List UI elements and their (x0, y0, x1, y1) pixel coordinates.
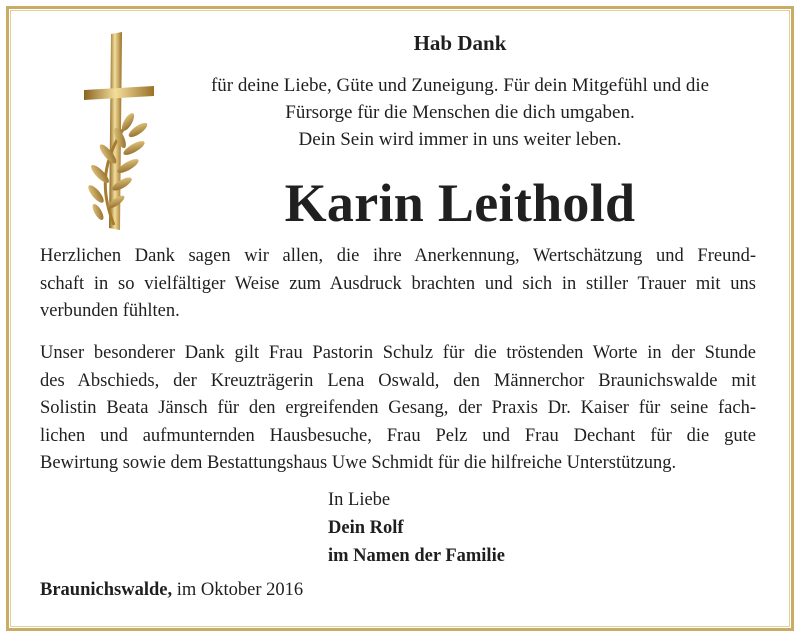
signoff-name: Dein Rolf (328, 518, 404, 538)
signoff-greeting: In Liebe (328, 490, 391, 510)
deceased-name: Karin Leithold (284, 173, 636, 233)
signoff (328, 486, 505, 570)
verse-line: Fürsorge für die Menschen die dich umgaben. (285, 102, 635, 123)
paragraph-line: Herzlichen Dank sagen wir allen, die ihre Anerkennung, Wertschätzung und Freund- (40, 246, 756, 266)
date: im Oktober 2016 (176, 580, 304, 600)
paragraph-line: Unser besonderer Dank gilt Frau Pastorin Schulz für die tröstenden Worte in der Stunde (40, 343, 756, 363)
thanks-paragraph (40, 243, 756, 326)
verse-line: für deine Liebe, Güte und Zuneigung. Für dein Mitgefühl und die (210, 75, 710, 96)
place-date (40, 580, 303, 601)
cross-icon (78, 30, 158, 235)
special-thanks-paragraph (40, 340, 756, 478)
heading: Hab Dank (413, 31, 507, 55)
paragraph-line: Solistin Beata Jänsch für den ergreifenden Gesang, der Praxis Dr. Kaiser für seine fach- (40, 398, 756, 418)
paragraph-line: Bewirtung sowie dem Bestattungshaus Uwe Schmidt für die hilfreiche Unterstützung. (40, 453, 677, 473)
paragraph-line: verbunden fühlten. (40, 301, 180, 321)
paragraph-line: schaft in so vielfältiger Weise zum Ausdruck brachten und sich in stiller Trauer mit uns (40, 273, 756, 294)
place: Braunichswalde, (40, 580, 173, 600)
paragraph-line: des Abschieds, der Kreuzträgerin Lena Oswald, den Männerchor Braunichswalde mit (40, 370, 756, 391)
verse (160, 72, 760, 153)
paragraph-line: lichen und aufmunternden Hausbesuche, Frau Pelz und Frau Dechant für die gute (40, 425, 756, 446)
signoff-family: im Namen der Familie (328, 546, 505, 566)
verse-line: Dein Sein wird immer in uns weiter leben. (298, 129, 622, 150)
